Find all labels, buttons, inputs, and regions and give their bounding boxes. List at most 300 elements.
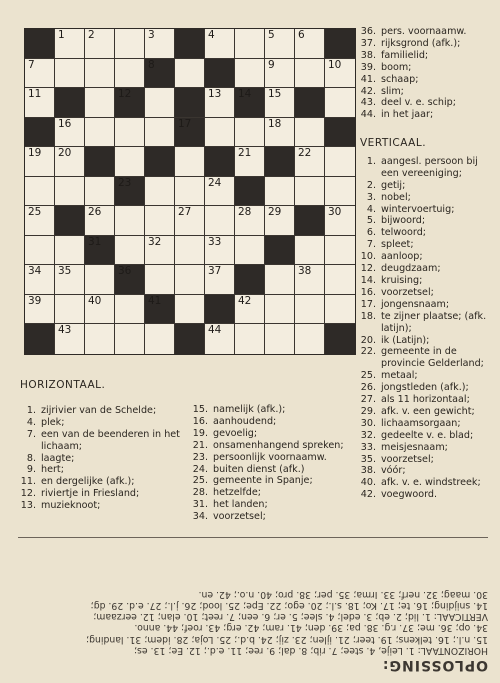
clue-item-text: metaal; <box>381 370 418 382</box>
clue-item <box>20 476 180 488</box>
black-cell <box>235 88 265 118</box>
black-cell <box>55 88 85 118</box>
clue-item <box>360 227 494 239</box>
solution-line: 34. op; 36. me; 37. r.g. 38. pa; 39. den; 41. ram; 42. erg; 43. roef; 44. anno. <box>134 622 488 634</box>
clue-number: 16 <box>58 117 72 130</box>
clue-item-number: 9. <box>26 464 36 476</box>
grid-cell[interactable] <box>85 88 115 118</box>
grid-cell[interactable] <box>235 236 265 266</box>
clue-item <box>360 442 494 454</box>
clue-item-number: 15. <box>192 404 208 415</box>
clue-number: 2 <box>88 29 95 41</box>
grid-cell[interactable] <box>85 118 115 148</box>
clue-item <box>360 192 494 204</box>
crossword-grid <box>24 28 356 355</box>
clue-number: 37 <box>208 265 222 277</box>
black-cell <box>265 147 295 177</box>
clue-item <box>20 453 180 465</box>
clue-item-text: hert; <box>41 464 64 476</box>
black-cell <box>25 324 55 354</box>
clue-item <box>360 97 492 109</box>
grid-cell[interactable] <box>145 236 175 266</box>
clue-item <box>360 275 494 287</box>
clue-item-number: 7. <box>366 239 376 251</box>
grid-cell[interactable] <box>115 59 145 89</box>
clue-item-number: 41. <box>360 73 376 85</box>
clue-item-text: lichaamsorgaan; <box>381 417 461 429</box>
clue-item-text: en dergelijke (afk.); <box>41 476 135 488</box>
clue-number: 25 <box>28 206 42 218</box>
grid-cell[interactable] <box>175 265 205 295</box>
clue-number: 20 <box>58 147 72 159</box>
clue-item-number: 22. <box>360 346 376 358</box>
black-cell <box>85 147 115 177</box>
horizontal-clues <box>20 380 180 512</box>
grid-cell[interactable] <box>325 206 355 236</box>
clue-item-text: gevoelig; <box>213 427 258 439</box>
black-cell <box>295 206 325 236</box>
clue-item-text: wintervoertuig; <box>381 203 455 215</box>
clue-item <box>360 477 494 489</box>
clue-number: 6 <box>298 29 305 41</box>
grid-cell[interactable] <box>205 118 235 148</box>
grid-cell[interactable] <box>205 29 235 59</box>
clue-item-number: 12. <box>360 263 376 275</box>
grid-cell[interactable] <box>265 59 295 89</box>
clue-number: 3 <box>148 29 155 41</box>
clue-item-text: deugdzaam; <box>381 263 441 275</box>
clue-item-number: 30. <box>360 417 376 429</box>
grid-cell[interactable] <box>265 295 295 325</box>
grid-cell[interactable] <box>295 147 325 177</box>
grid-cell[interactable] <box>235 59 265 89</box>
clue-number: 44 <box>208 324 222 336</box>
clue-item-number: 27. <box>360 394 376 406</box>
clue-number: 5 <box>268 29 275 41</box>
clue-number: 21 <box>238 147 252 159</box>
grid-cell[interactable] <box>55 147 85 177</box>
black-cell <box>295 88 325 118</box>
grid-cell[interactable] <box>25 88 55 118</box>
black-cell <box>145 147 175 177</box>
grid-cell[interactable] <box>265 265 295 295</box>
solution-line: HORIZONTAAL: 1. Leije, 4. stee; 7. rib; 8. dal; 9. ree; 11. e.d.; 12. Ee; 13. es; <box>133 644 488 656</box>
grid-cell[interactable] <box>115 206 145 236</box>
clue-item-number: 32. <box>360 429 376 441</box>
clue-item <box>20 429 180 453</box>
clue-item-text: als 11 horizontaal; <box>381 394 470 406</box>
clue-item-text: ik (Latijn); <box>381 334 430 346</box>
clue-item-text: het landen; <box>213 499 268 511</box>
clue-item-number: 12. <box>20 488 36 500</box>
clue-number: 40 <box>88 294 102 307</box>
clue-item-text: aangesl. persoon bij een vereeniging; <box>381 155 478 179</box>
clue-item-text: meisjesnaam; <box>381 441 448 453</box>
grid-cell[interactable] <box>295 236 325 266</box>
grid-cell[interactable] <box>145 324 175 354</box>
clue-item-number: 14. <box>360 274 376 286</box>
solution-line: VERTICAAL: 1. lid; 2. eb; 3. edel; 4. slee; 5. er; 6. een; 7. reet; 10. elan; 12. eerzaam; <box>93 611 488 623</box>
grid-cell[interactable] <box>25 295 55 325</box>
clue-number: 8 <box>148 58 155 71</box>
grid-cell[interactable] <box>265 29 295 59</box>
clue-item-number: 28. <box>192 487 208 499</box>
grid-cell[interactable] <box>325 147 355 177</box>
grid-cell[interactable] <box>115 236 145 266</box>
grid-cell[interactable] <box>55 118 85 148</box>
clue-number: 26 <box>88 206 102 218</box>
clue-item <box>360 26 492 38</box>
clue-item <box>360 406 494 418</box>
clue-item <box>20 500 180 512</box>
grid-cell[interactable] <box>85 29 115 59</box>
clue-number: 15 <box>268 88 282 100</box>
clue-item-number: 26. <box>360 382 376 394</box>
clue-number: 18 <box>268 117 282 130</box>
clue-item-text: jongensnaam; <box>381 298 450 310</box>
clue-item <box>192 440 347 452</box>
clue-item-number: 25. <box>192 475 208 487</box>
clue-item <box>192 452 347 464</box>
clue-item-text: gemeente in de provincie Gelderland; <box>381 346 484 370</box>
grid-cell[interactable] <box>115 324 145 354</box>
clue-item <box>360 382 494 394</box>
clue-item <box>192 464 347 476</box>
clue-item-number: 44. <box>360 109 376 121</box>
grid-cell[interactable] <box>235 29 265 59</box>
solution-upside-down <box>12 545 488 673</box>
clue-item-number: 42. <box>360 489 376 501</box>
clue-number: 43 <box>58 324 72 336</box>
solution-title: OPLOSSING: <box>381 657 488 673</box>
grid-cell[interactable] <box>295 265 325 295</box>
clue-item-text: familielid; <box>381 49 429 61</box>
clue-item <box>360 311 494 335</box>
clue-item-number: 19. <box>192 427 208 439</box>
grid-cell[interactable] <box>145 206 175 236</box>
grid-cell[interactable] <box>25 177 55 207</box>
clue-item-text: pers. voornaamw. <box>381 26 467 37</box>
grid-cell[interactable] <box>115 147 145 177</box>
clue-number: 24 <box>208 176 222 189</box>
black-cell <box>325 324 355 354</box>
grid-cell[interactable] <box>235 206 265 236</box>
horizontal-clues-column-2 <box>192 404 347 523</box>
clue-item-text: een van de beenderen in het lichaam; <box>41 428 180 452</box>
clue-item-text: getij; <box>381 179 406 191</box>
clue-number: 35 <box>58 265 72 277</box>
clue-number: 9 <box>268 58 275 71</box>
clue-item-number: 31. <box>192 499 208 511</box>
clue-item <box>192 511 347 523</box>
clue-item-number: 39. <box>360 61 376 73</box>
clue-item-number: 4. <box>366 203 376 215</box>
clue-item <box>360 394 494 406</box>
clue-item-text: spleet; <box>381 239 414 251</box>
clue-number: 19 <box>28 147 42 159</box>
black-cell <box>235 265 265 295</box>
clue-item-text: schaap; <box>381 73 419 85</box>
horizontal-heading: HORIZONTAAL. <box>20 379 106 391</box>
clue-number: 28 <box>238 206 252 218</box>
clue-number: 27 <box>178 206 192 218</box>
grid-cell[interactable] <box>85 265 115 295</box>
grid-cell[interactable] <box>25 147 55 177</box>
clue-item-text: gemeente in Spanje; <box>213 475 313 487</box>
black-cell <box>205 147 235 177</box>
black-cell <box>205 59 235 89</box>
clue-item-text: nobel; <box>381 191 411 203</box>
grid-cell[interactable] <box>175 147 205 177</box>
black-cell <box>115 265 145 295</box>
grid-cell[interactable] <box>325 59 355 89</box>
clue-item <box>360 215 494 227</box>
black-cell <box>115 88 145 118</box>
clue-item-number: 2. <box>366 179 376 191</box>
clue-item <box>360 156 494 180</box>
clue-item-text: aanhoudend; <box>213 415 277 427</box>
solution-line: 15. n.l.; 16. telkens; 19. teer; 21. ijlen; 23. zij; 24. b.d.; 25. Loja; 28. idem; 31. landing; <box>85 633 488 645</box>
clue-item <box>360 180 494 192</box>
grid-cell[interactable] <box>55 324 85 354</box>
grid-cell[interactable] <box>265 177 295 207</box>
grid-cell[interactable] <box>175 177 205 207</box>
clue-item-text: aanloop; <box>381 251 423 263</box>
clue-item-number: 38. <box>360 465 376 477</box>
black-cell <box>25 29 55 59</box>
grid-cell[interactable] <box>265 118 295 148</box>
clue-item-number: 20. <box>360 334 376 346</box>
black-cell <box>175 29 205 59</box>
clue-item-text: namelijk (afk.); <box>213 404 286 415</box>
clue-number: 14 <box>238 88 252 100</box>
black-cell <box>25 118 55 148</box>
black-cell <box>175 324 205 354</box>
clue-item-number: 33. <box>360 441 376 453</box>
clue-item <box>360 465 494 477</box>
black-cell <box>145 59 175 89</box>
clue-item-text: jongstleden (afk.); <box>381 382 469 394</box>
clue-item-number: 17. <box>360 298 376 310</box>
clue-item-number: 37. <box>360 37 376 49</box>
black-cell <box>205 295 235 325</box>
clue-number: 22 <box>298 147 312 159</box>
grid-cell[interactable] <box>235 324 265 354</box>
clue-item <box>192 428 347 440</box>
black-cell <box>325 118 355 148</box>
clue-item-text: afk. v. een gewicht; <box>381 405 475 417</box>
clue-number: 29 <box>268 206 282 218</box>
clue-item-number: 7. <box>26 428 36 440</box>
clue-item-text: voorzetsel; <box>213 511 266 523</box>
grid-cell[interactable] <box>115 29 145 59</box>
grid-cell[interactable] <box>265 206 295 236</box>
grid-cell[interactable] <box>145 177 175 207</box>
grid-cell[interactable] <box>55 29 85 59</box>
clue-item <box>360 418 494 430</box>
clue-item-number: 10. <box>360 251 376 263</box>
clue-item-number: 5. <box>366 215 376 227</box>
clue-number: 4 <box>208 29 215 41</box>
clue-item <box>360 489 494 501</box>
clue-number: 38 <box>298 265 312 277</box>
grid-cell[interactable] <box>85 206 115 236</box>
grid-cell[interactable] <box>55 236 85 266</box>
grid-cell[interactable] <box>175 236 205 266</box>
clue-item-number: 13. <box>20 500 36 512</box>
grid-cell[interactable] <box>295 118 325 148</box>
clue-item <box>360 430 494 442</box>
grid-cell[interactable] <box>295 29 325 59</box>
clue-item-text: bijwoord; <box>381 215 426 227</box>
clue-item <box>192 475 347 487</box>
grid-cell[interactable] <box>55 265 85 295</box>
clue-item <box>360 335 494 347</box>
clue-item <box>192 487 347 499</box>
grid-cell[interactable] <box>175 59 205 89</box>
clue-item <box>192 404 347 416</box>
clue-item-number: 23. <box>192 451 208 463</box>
black-cell <box>55 206 85 236</box>
clue-item-text: in het jaar; <box>381 109 434 121</box>
clue-item-number: 21. <box>192 439 208 451</box>
grid-cell[interactable] <box>325 236 355 266</box>
grid-cell[interactable] <box>25 206 55 236</box>
divider <box>18 537 488 538</box>
clue-item-text: slim; <box>381 85 404 97</box>
grid-cell[interactable] <box>235 147 265 177</box>
clue-number: 30 <box>328 206 342 218</box>
grid-cell[interactable] <box>115 295 145 325</box>
grid-cell[interactable] <box>145 88 175 118</box>
clue-number: 10 <box>328 58 342 71</box>
clue-item-number: 1. <box>366 155 376 167</box>
clue-item <box>360 454 494 466</box>
clue-item <box>360 299 494 311</box>
black-cell <box>115 177 145 207</box>
grid-cell[interactable] <box>265 324 295 354</box>
grid-cell[interactable] <box>25 236 55 266</box>
grid-cell[interactable] <box>205 88 235 118</box>
clue-item-text: muzieknoot; <box>41 500 101 512</box>
grid-cell[interactable] <box>205 236 235 266</box>
grid-cell[interactable] <box>25 265 55 295</box>
clue-number: 1 <box>58 29 65 41</box>
clue-number: 32 <box>148 235 162 248</box>
grid-cell[interactable] <box>145 118 175 148</box>
grid-cell[interactable] <box>205 324 235 354</box>
grid-cell[interactable] <box>325 295 355 325</box>
clue-item <box>360 50 492 62</box>
grid-cell[interactable] <box>25 59 55 89</box>
grid-cell[interactable] <box>145 265 175 295</box>
clue-number: 23 <box>118 176 132 189</box>
clue-number: 34 <box>28 265 42 277</box>
clue-number: 42 <box>238 294 252 307</box>
clue-number: 41 <box>148 294 162 307</box>
grid-cell[interactable] <box>175 295 205 325</box>
vertical-heading: VERTICAAL. <box>360 137 427 149</box>
grid-cell[interactable] <box>85 324 115 354</box>
grid-cell[interactable] <box>235 118 265 148</box>
grid-cell[interactable] <box>295 295 325 325</box>
grid-cell[interactable] <box>295 324 325 354</box>
grid-cell[interactable] <box>325 177 355 207</box>
grid-cell[interactable] <box>175 206 205 236</box>
clue-item-text: deel v. e. schip; <box>381 97 456 109</box>
clue-item-text: buiten dienst (afk.) <box>213 463 305 475</box>
clue-item <box>360 86 492 98</box>
clue-item <box>360 74 492 86</box>
clue-number: 36 <box>118 265 132 277</box>
clue-item <box>360 109 492 121</box>
grid-cell[interactable] <box>55 177 85 207</box>
grid-cell[interactable] <box>205 177 235 207</box>
black-cell <box>265 236 295 266</box>
clue-item <box>192 416 347 428</box>
clue-item-text: kruising; <box>381 274 423 286</box>
black-cell <box>145 295 175 325</box>
clue-item-text: vóór; <box>381 465 406 477</box>
clue-item-text: persoonlijk voornaamw. <box>213 451 327 463</box>
grid-cell[interactable] <box>205 265 235 295</box>
clue-item <box>360 251 494 263</box>
clue-item-number: 8. <box>26 452 36 464</box>
grid-cell[interactable] <box>295 177 325 207</box>
clue-item-text: onsamenhangend spreken; <box>213 439 344 451</box>
grid-cell[interactable] <box>325 88 355 118</box>
clue-item-text: laagte; <box>41 452 75 464</box>
grid-cell[interactable] <box>85 295 115 325</box>
grid-cell[interactable] <box>145 29 175 59</box>
grid-cell[interactable] <box>325 265 355 295</box>
clue-item <box>360 346 494 370</box>
clue-item-number: 18. <box>360 310 376 322</box>
grid-cell[interactable] <box>85 177 115 207</box>
clue-item-number: 43. <box>360 97 376 109</box>
clue-item-number: 38. <box>360 49 376 61</box>
clue-item-text: telwoord; <box>381 227 427 239</box>
grid-cell[interactable] <box>265 88 295 118</box>
grid-cell[interactable] <box>235 295 265 325</box>
grid-cell[interactable] <box>55 295 85 325</box>
clue-number: 12 <box>118 88 132 100</box>
clue-item <box>360 62 492 74</box>
grid-cell[interactable] <box>205 206 235 236</box>
black-cell <box>235 177 265 207</box>
solution-line: 30. maag; 32. nerf; 33. Irma; 35. per; 38. pro; 40. n.o.; 42. en. <box>198 588 488 600</box>
grid-cell[interactable] <box>55 59 85 89</box>
clue-item <box>20 464 180 476</box>
clue-item-number: 16. <box>192 415 208 427</box>
clue-item-text: riviertje in Friesland; <box>41 488 140 500</box>
grid-cell[interactable] <box>115 118 145 148</box>
clue-item <box>360 239 494 251</box>
grid-cell[interactable] <box>85 59 115 89</box>
clue-item-text: voorzetsel; <box>381 453 434 465</box>
clue-item-number: 40. <box>360 477 376 489</box>
clue-number: 7 <box>28 58 35 71</box>
clue-item-number: 4. <box>26 416 36 428</box>
clue-item-number: 36. <box>360 26 376 37</box>
clue-item <box>20 405 180 417</box>
clue-item-text: hetzelfde; <box>213 487 261 499</box>
clue-item-number: 42. <box>360 85 376 97</box>
black-cell <box>175 118 205 148</box>
grid-cell[interactable] <box>295 59 325 89</box>
clue-item-text: gedeelte v. e. blad; <box>381 429 474 441</box>
clue-item <box>20 488 180 500</box>
